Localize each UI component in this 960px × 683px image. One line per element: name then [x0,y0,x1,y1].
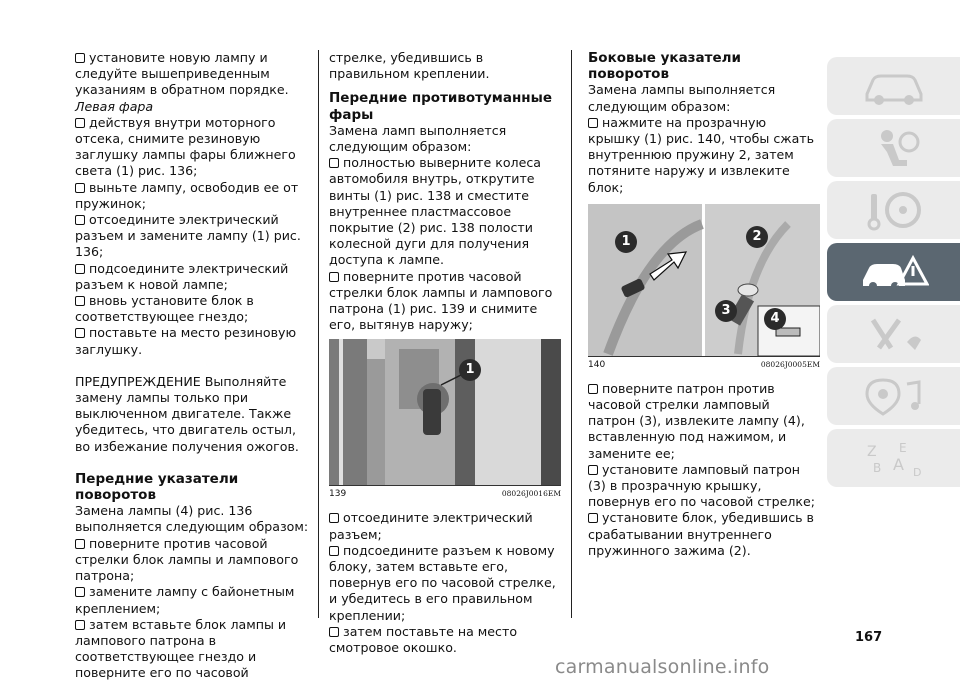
figure-code: 08026J0016EM [501,489,561,499]
tab-car[interactable] [827,57,960,115]
list-item: поверните против часовой стрелки блок лампы и лампового патрона (1) рис. 139 и снимите его, вытянув наружу; [329,268,553,333]
car-icon [859,64,929,108]
tab-service[interactable] [827,305,960,363]
side-indicator-photo [588,204,820,357]
callout-3: 3 [715,300,737,322]
callout-2: 2 [746,226,768,248]
bullet-icon [329,513,339,523]
steering-key-icon [859,188,929,232]
list-item: затем поставьте на место смотровое окошко. [329,623,518,656]
bullet-icon [75,328,85,338]
bullet-icon [75,118,85,128]
paragraph: Замена лампы (4) рис. 136 выполняется следующим образом: [75,503,309,535]
paragraph: установите новую лампу и следуйте вышеприведенным указаниям в обратном порядке. [75,50,289,98]
emergency-car-icon [859,250,929,294]
svg-text:B: B [872,461,881,475]
column-divider [318,50,319,618]
chapter-tabs [827,57,960,491]
svg-text:Z: Z [866,444,877,460]
figure-code: 08026J0005EM [760,359,820,369]
watermark: carmanualsonline.info [555,656,770,678]
heading-front-turn-signals: Передние указатели поворотов [75,470,239,504]
list-item: подсоедините электрический разъем к новой лампе; [75,260,289,292]
bullet-icon [588,465,598,475]
list-item: поверните патрон против часовой стрелки ламповый патрон (3), извлеките лампу (4), вставленную под нажимом, и замените ее; [588,380,805,461]
list-item: действуя внутри моторного отсека, снимите резиновую заглушку лампы фары ближнего света (1) рис. 136; [75,114,296,179]
bullet-icon [75,264,85,274]
music-navigation-icon [859,374,929,418]
bullet-icon [588,513,598,523]
tab-safety[interactable] [827,119,960,177]
bullet-icon [588,118,598,128]
paragraph: стрелке, убедившись в правильном креплении. [329,50,490,82]
bullet-icon [75,53,85,63]
tab-multimedia[interactable] [827,367,960,425]
bullet-icon [75,215,85,225]
heading-side-turn-signals: Боковые указатели поворотов [588,50,741,83]
list-item: нажмите на прозрачную крышку (1) рис. 140, чтобы сжать внутреннюю пружину 2, затем потяните наружу и извлеките блок; [588,114,815,195]
column-3 [588,50,820,559]
bullet-icon [75,620,85,630]
list-item: поверните против часовой стрелки блок лампы и лампового патрона; [75,535,299,584]
bullet-icon [329,627,339,637]
list-item: вновь установите блок в соответствующее гнездо; [75,293,254,325]
list-item: установите ламповый патрон (3) в прозрачную крышку, повернув его по часовой стрелке; [588,461,815,510]
figure-caption [588,359,820,371]
tab-start-drive[interactable] [827,181,960,239]
bullet-icon [75,587,85,597]
figure-number: 139 [329,489,347,500]
list-item: выньте лампу, освободив ее от пружинок; [75,179,299,211]
bullet-icon [75,539,85,549]
page-number: 167 [855,630,883,645]
figure-number: 140 [588,359,606,370]
subheading-left-headlight: Левая фара [75,98,154,114]
figure-139 [329,339,561,500]
tab-index[interactable] [827,429,960,487]
side-indicator-illustration [588,204,820,356]
figure-caption [329,488,561,500]
warning-text: ПРЕДУПРЕЖДЕНИЕ Выполняйте замену лампы только при выключенном двигателе. Также убедитесь, что двигатель остыл, во избежание получения ожогов. [75,373,299,454]
column-divider [571,50,572,618]
list-item: затем вставьте блок лампы и лампового патрона в соответствующее гнездо и поверните его по часовой [75,616,287,681]
column-1 [75,50,310,682]
list-item: отсоедините электрический разъем и замените лампу (1) рис. 136; [75,212,301,260]
callout-1: 1 [459,359,481,381]
paragraph: Замена ламп выполняется следующим образом: [329,122,507,155]
list-item: замените лампу с байонетным креплением; [75,584,295,616]
svg-text:D: D [912,466,921,479]
service-tools-icon [859,312,929,356]
airbag-passenger-icon [859,126,929,170]
bullet-icon [329,546,339,556]
list-item: поставьте на место резиновую заглушку. [75,325,297,357]
column-2 [329,50,561,656]
list-item: установите блок, убедившись в срабатывании внутреннего пружинного зажима (2). [588,510,814,558]
list-item: подсоедините разъем к новому блоку, затем вставьте его, повернув его по часовой стрелке, и убедитесь в его правильном креплении; [329,542,556,623]
callout-1: 1 [615,231,637,253]
tab-emergency[interactable] [827,243,960,301]
alphabet-index-icon [859,436,929,480]
paragraph: Замена лампы выполняется следующим образом: [588,82,776,114]
figure-140 [588,204,820,371]
list-item: отсоедините электрический разъем; [329,510,533,542]
svg-text:E: E [898,441,907,455]
bullet-icon [329,158,339,168]
bullet-icon [329,272,339,282]
fog-light-photo [329,339,561,486]
svg-text:A: A [892,455,904,474]
heading-fog-lights: Передние противотуманные фары [329,90,552,123]
fog-light-illustration [329,339,561,485]
callout-4: 4 [764,308,786,330]
list-item: полностью выверните колеса автомобиля внутрь, открутите винты (1) рис. 138 и сместите внутреннее пластмассовое покрытие (2) рис. 138 полости колесной дуги для получения доступа к лампе. [329,155,542,268]
bullet-icon [75,183,85,193]
bullet-icon [588,384,598,394]
bullet-icon [75,296,85,306]
